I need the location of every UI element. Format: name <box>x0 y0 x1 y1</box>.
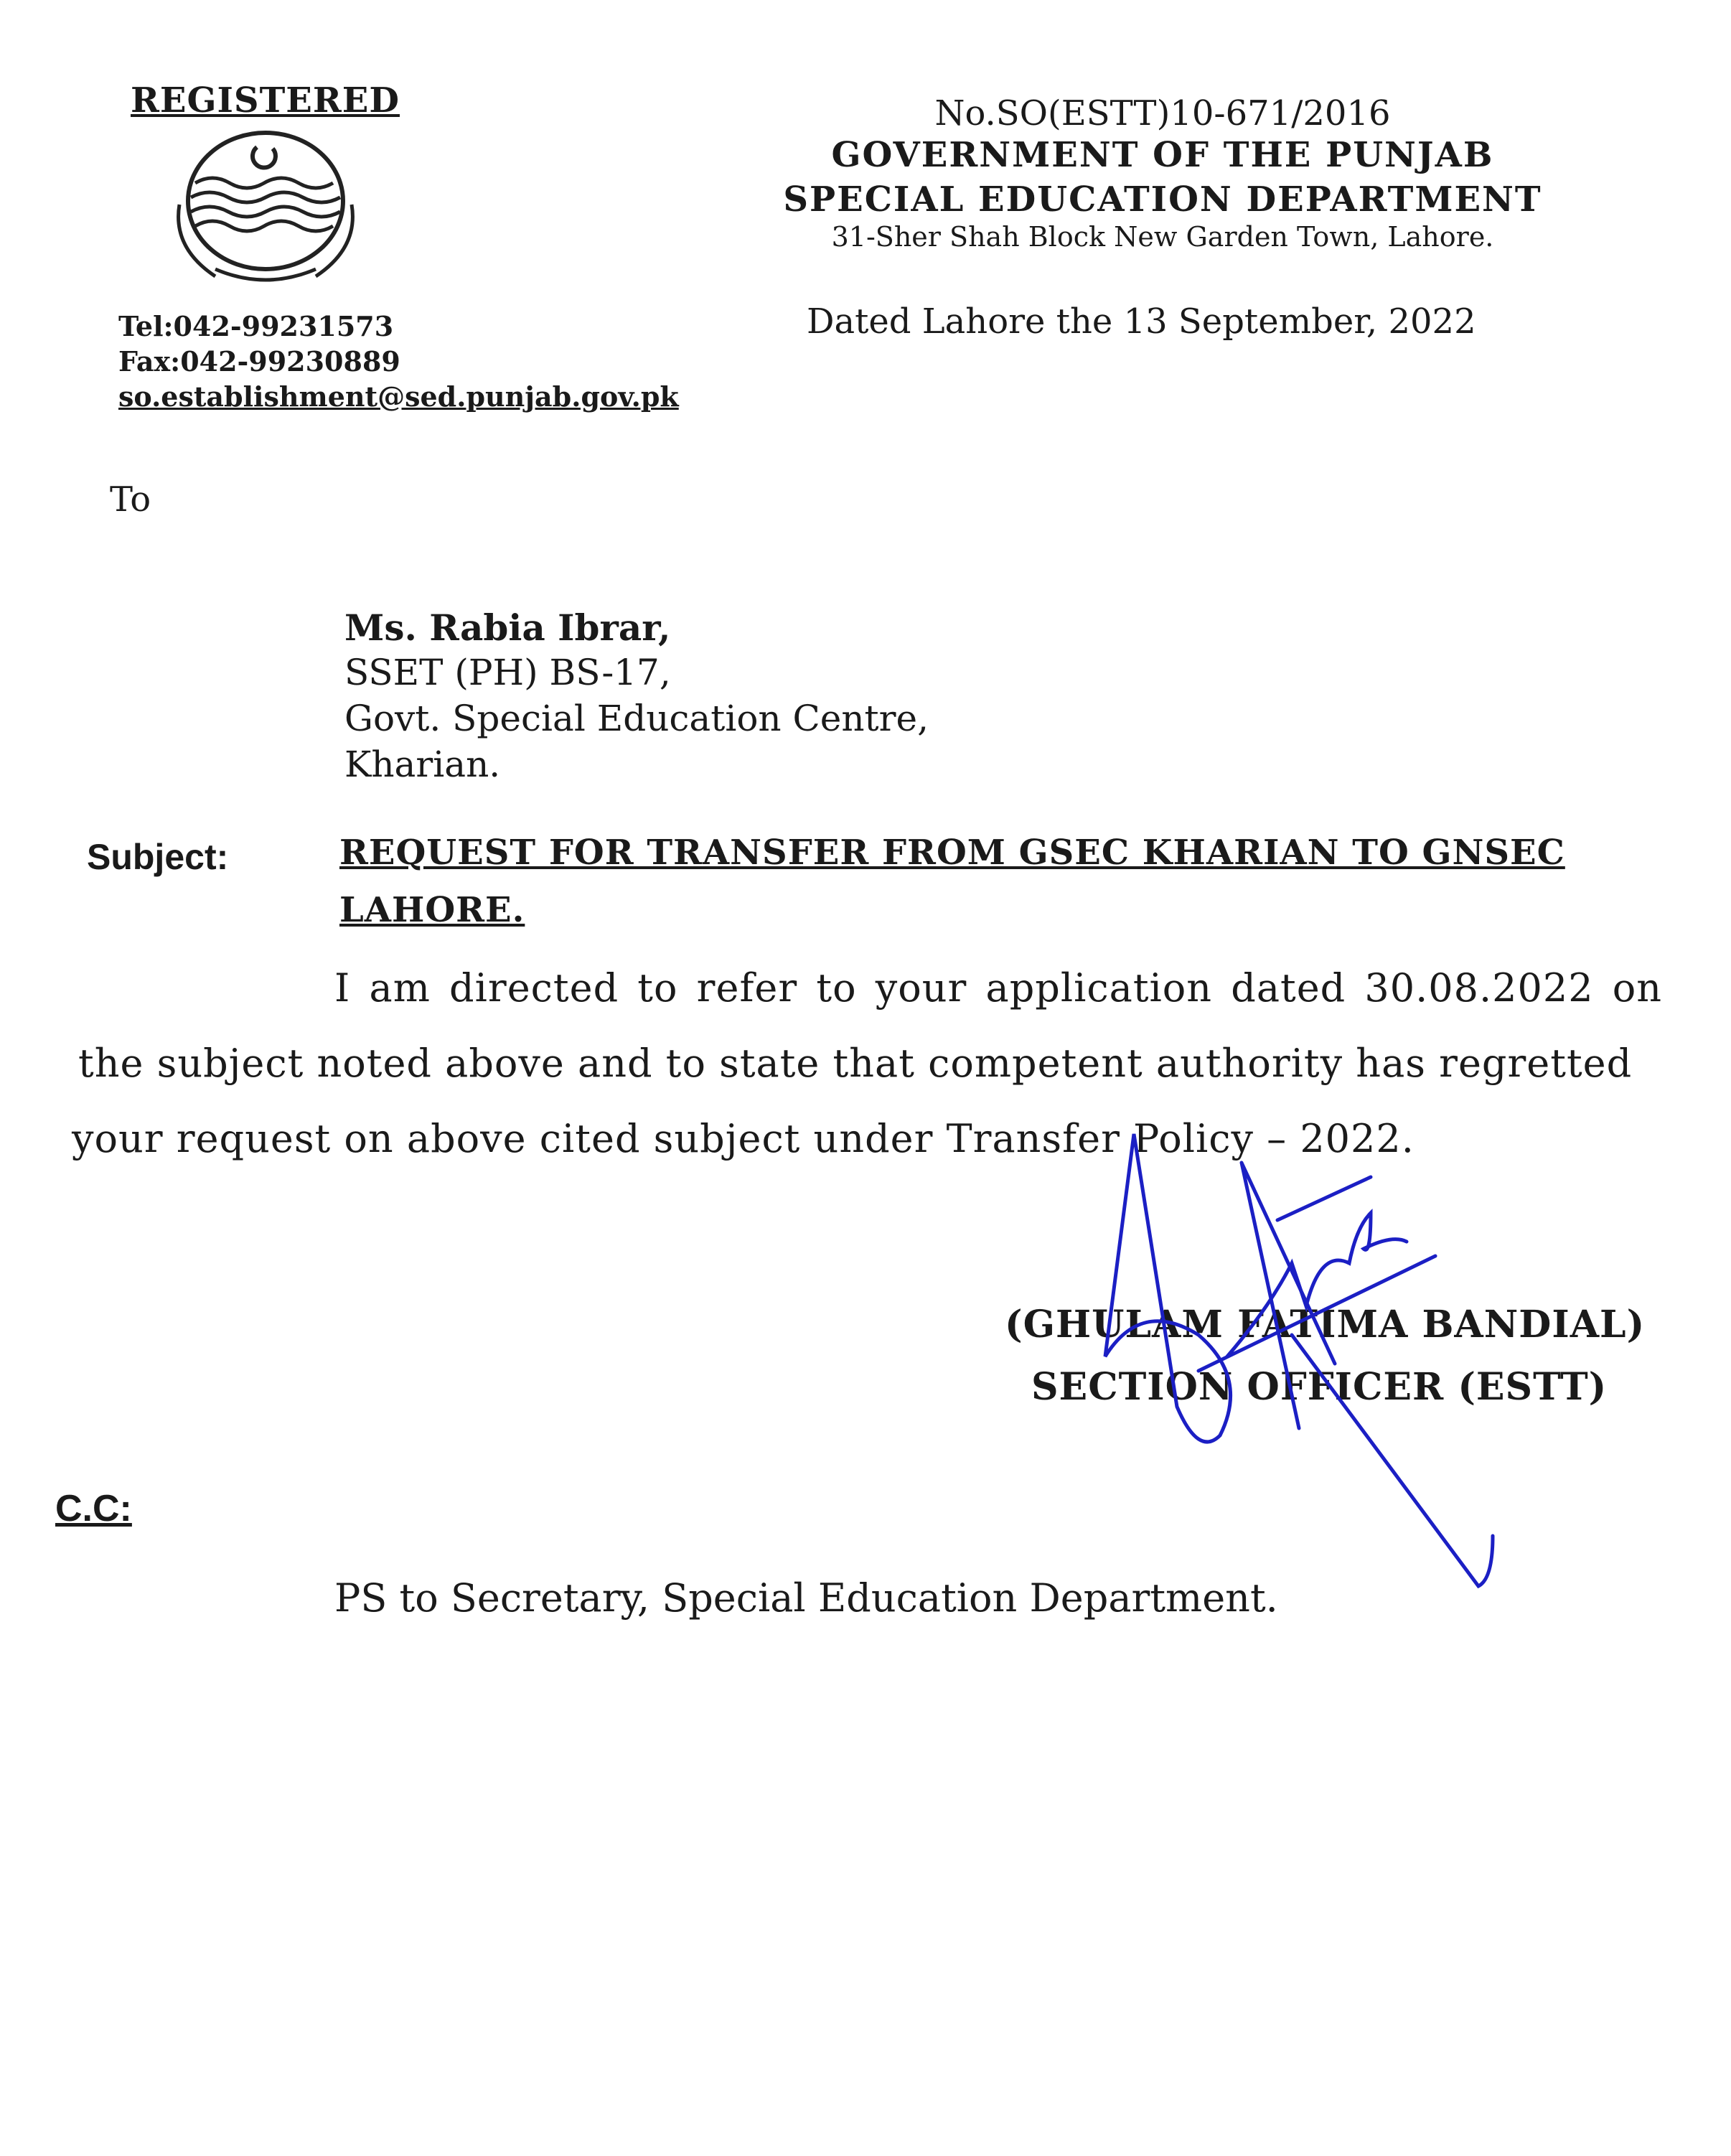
body-line-3: your request on above cited subject under Transfer Policy – 2022. <box>72 1116 1415 1161</box>
government-heading: GOVERNMENT OF THE PUNJAB <box>831 135 1494 175</box>
punjab-emblem-logo <box>151 126 380 291</box>
recipient-city: Kharian. <box>344 744 501 785</box>
subject-label: Subject: <box>87 837 229 877</box>
signatory-name: (GHULAM FATIMA BANDIAL) <box>1005 1303 1646 1346</box>
cc-label: C.C: <box>55 1488 132 1529</box>
department-heading: SPECIAL EDUCATION DEPARTMENT <box>783 179 1542 220</box>
body-line-1: I am directed to refer to your application dated 30.08.2022 on <box>334 965 1663 1011</box>
body-line-2: the subject noted above and to state that competent authority has regretted <box>78 1041 1633 1086</box>
letter-date: Dated Lahore the 13 September, 2022 <box>807 301 1476 342</box>
registered-label: REGISTERED <box>131 80 400 121</box>
email-link[interactable]: so.establishment@sed.punjab.gov.pk <box>118 380 679 413</box>
department-address: 31-Sher Shah Block New Garden Town, Lahore. <box>831 221 1494 253</box>
recipient-office: Govt. Special Education Centre, <box>344 698 929 739</box>
fax: Fax:042-99230889 <box>118 345 400 378</box>
recipient-designation: SSET (PH) BS-17, <box>344 652 671 693</box>
subject-line-1: REQUEST FOR TRANSFER FROM GSEC KHARIAN TO GNSEC <box>339 833 1565 873</box>
recipient-name: Ms. Rabia Ibrar, <box>344 606 671 649</box>
cc-item: PS to Secretary, Special Education Department. <box>334 1575 1278 1621</box>
to-label: To <box>110 479 151 520</box>
telephone: Tel:042-99231573 <box>118 310 394 342</box>
handwritten-signature <box>1033 1120 1536 1593</box>
subject-line-2: LAHORE. <box>339 890 525 930</box>
reference-number: No.SO(ESTT)10-671/2016 <box>934 93 1391 133</box>
signatory-title: SECTION OFFICER (ESTT) <box>1031 1365 1608 1409</box>
